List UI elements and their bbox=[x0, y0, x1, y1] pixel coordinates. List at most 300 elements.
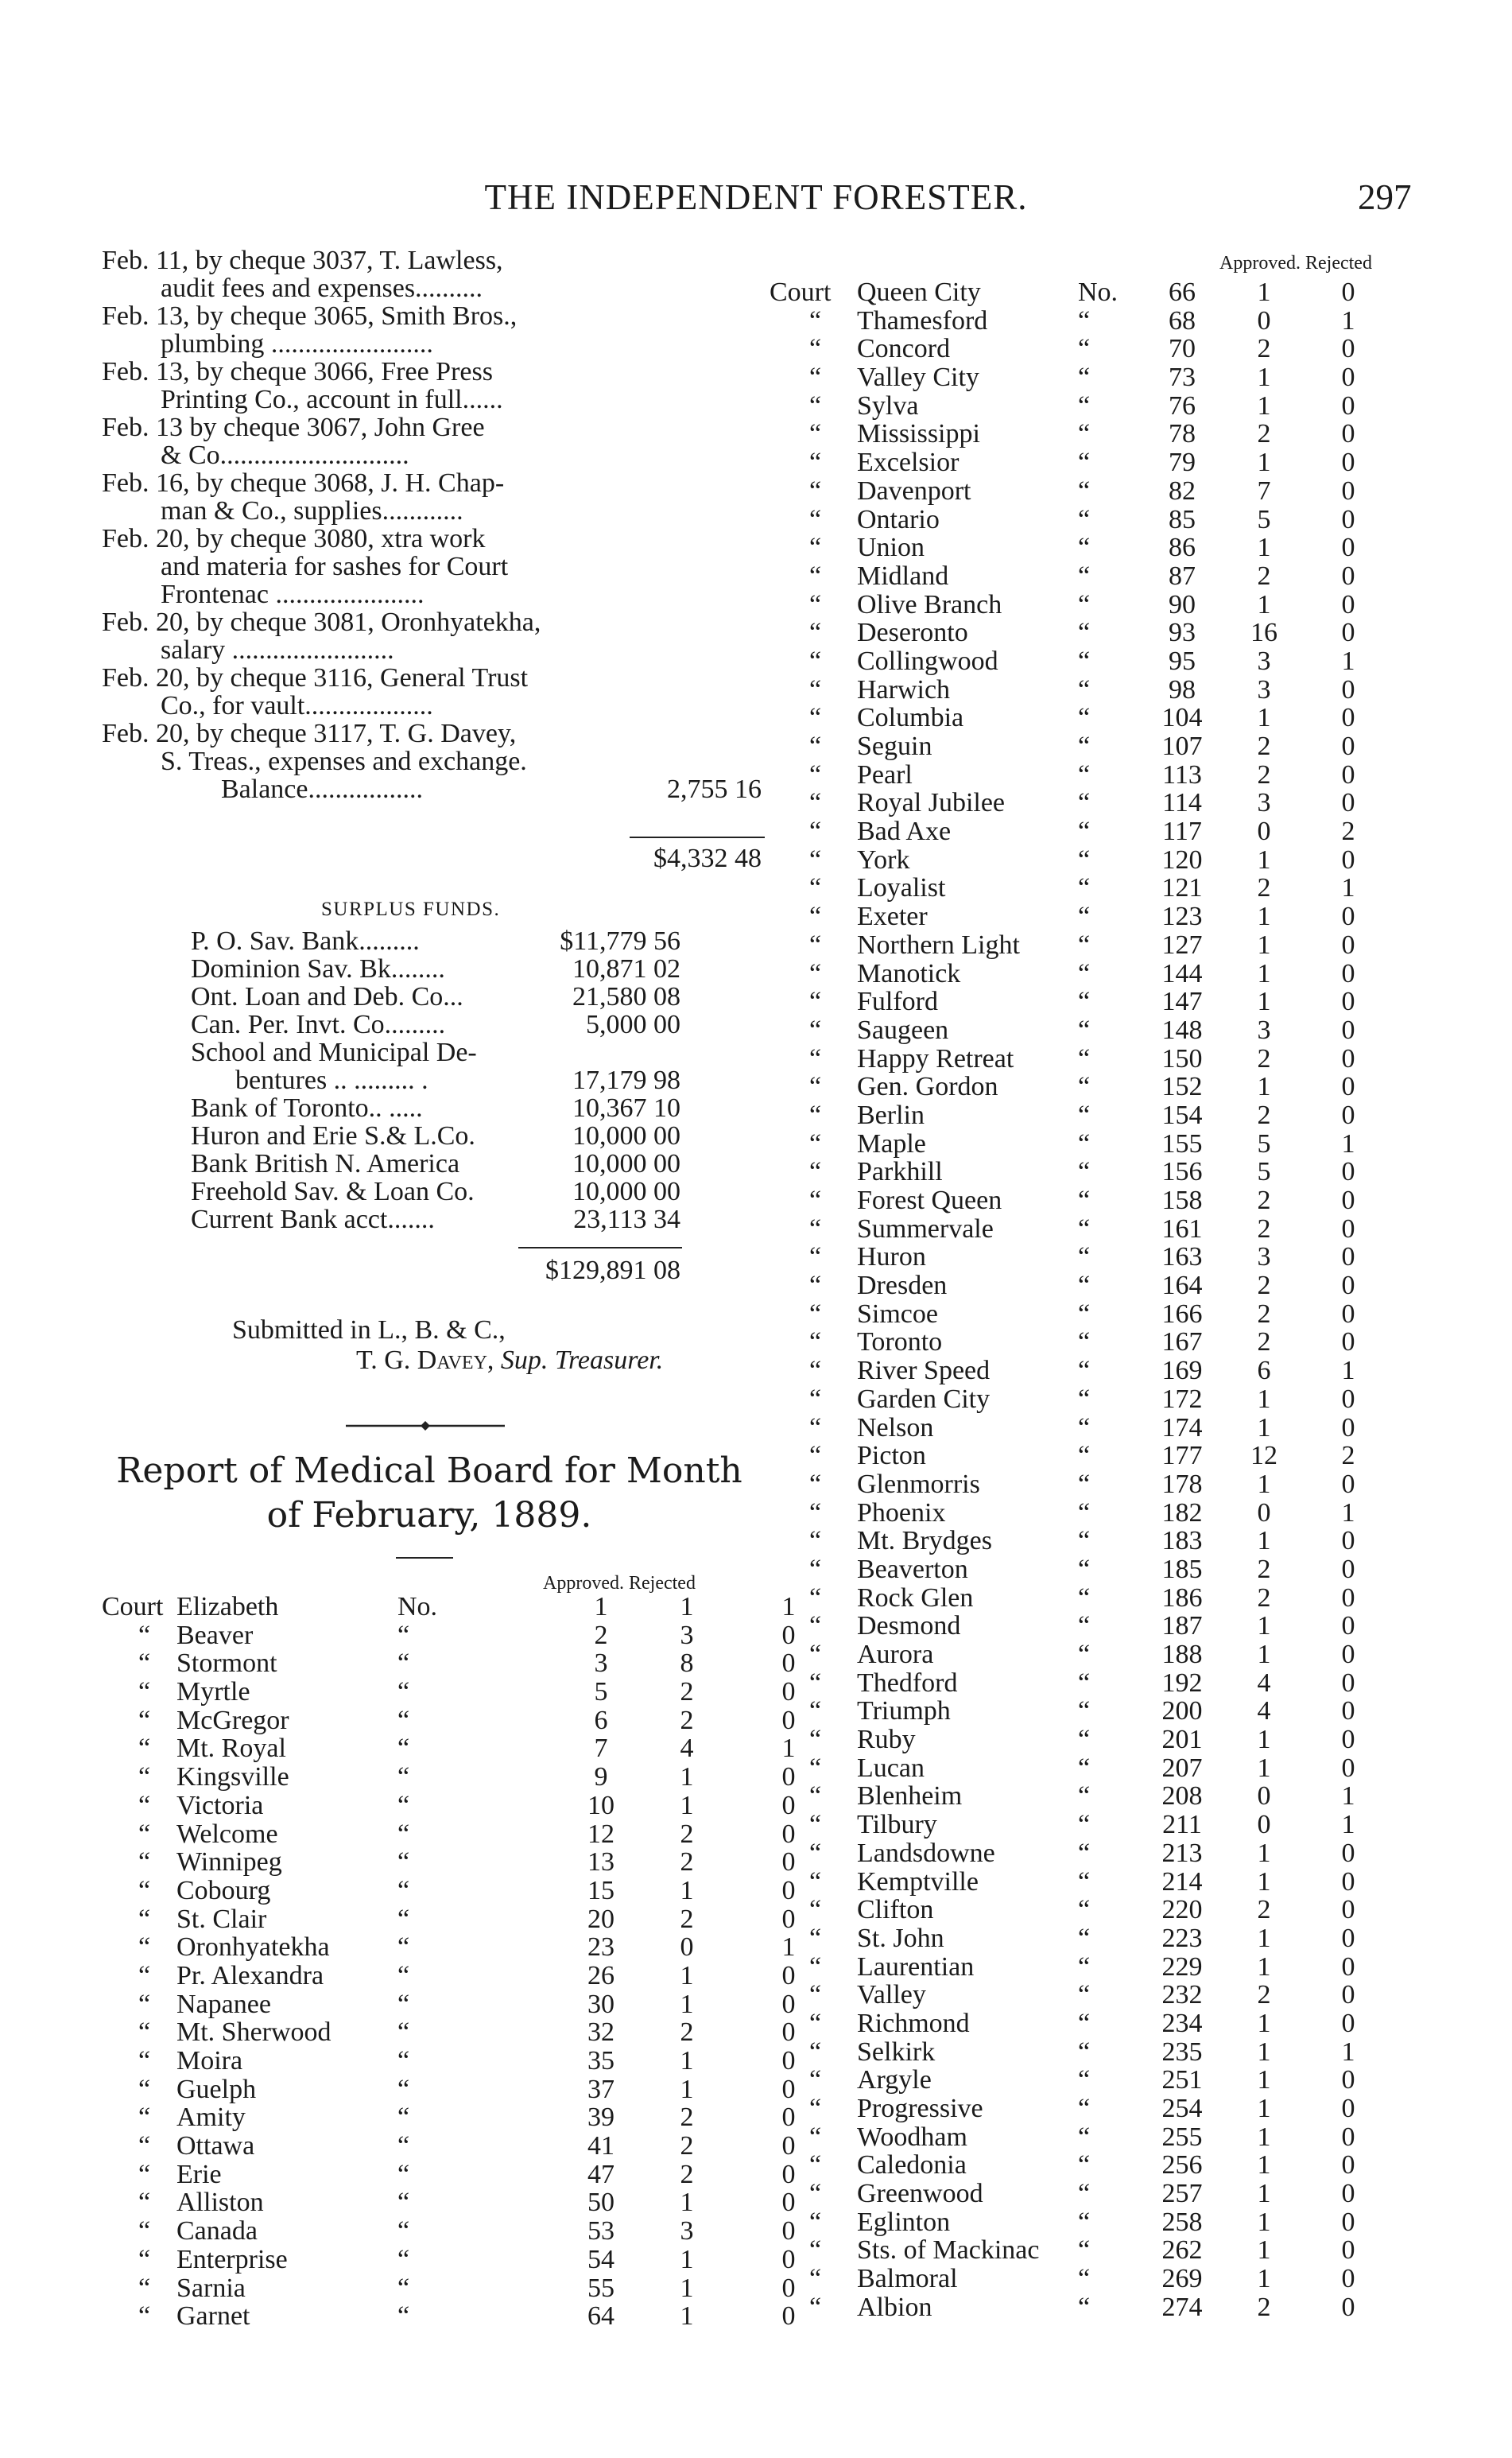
court-name: Loyalist bbox=[857, 873, 946, 903]
surplus-rule bbox=[518, 1247, 682, 1248]
table-row bbox=[770, 307, 1501, 336]
court-number: 113 bbox=[1162, 759, 1202, 790]
court-name: Glenmorris bbox=[857, 1469, 980, 1499]
surplus-item bbox=[191, 1066, 684, 1094]
court-name: Erie bbox=[176, 2159, 222, 2189]
rejected-count: 0 bbox=[1341, 1100, 1355, 1130]
ditto-mark: “ bbox=[809, 1242, 822, 1272]
court-number: 73 bbox=[1169, 363, 1196, 393]
rejected-count: 0 bbox=[1341, 902, 1355, 932]
rejected-count: 0 bbox=[1341, 1186, 1355, 1215]
expense-entry bbox=[102, 469, 762, 525]
table-row bbox=[770, 1811, 1501, 1839]
table-row bbox=[770, 1186, 1501, 1215]
rejected-count: 1 bbox=[781, 1734, 796, 1764]
court-name: Alliston bbox=[176, 2188, 264, 2218]
ditto-mark: “ bbox=[397, 1932, 410, 1963]
rejected-count: 0 bbox=[1341, 561, 1355, 591]
surplus-item bbox=[191, 1178, 684, 1206]
ditto-mark: “ bbox=[809, 1668, 822, 1698]
ditto-mark: “ bbox=[1078, 504, 1091, 534]
table-row bbox=[770, 874, 1501, 903]
court-name: Lucan bbox=[857, 1753, 925, 1783]
court-number: 213 bbox=[1161, 1838, 1203, 1868]
expense-line: Feb. 20, by cheque 3117, T. G. Davey, bbox=[102, 719, 517, 748]
expense-line: audit fees and expenses.......... bbox=[161, 274, 483, 303]
ditto-mark: “ bbox=[1078, 2065, 1091, 2095]
court-name: Saugeen bbox=[857, 1015, 949, 1045]
ditto-mark: “ bbox=[809, 1980, 822, 2010]
approved-count: 1 bbox=[1257, 1838, 1271, 1868]
ditto-mark: “ bbox=[809, 1895, 822, 1925]
surplus-value: $11,779 56 bbox=[560, 926, 680, 956]
rejected-count: 0 bbox=[781, 1648, 796, 1679]
court-number: 30 bbox=[587, 1989, 614, 2019]
court-number: 148 bbox=[1161, 1015, 1203, 1045]
approved-count: 2 bbox=[1257, 1271, 1271, 1301]
rejected-count: 0 bbox=[1341, 2122, 1355, 2152]
table-row bbox=[102, 2046, 796, 2076]
court-name: Napanee bbox=[176, 1989, 271, 2019]
court-name: Rock Glen bbox=[857, 1582, 974, 1613]
table-row bbox=[770, 2265, 1501, 2293]
court-number: 258 bbox=[1161, 2207, 1203, 2237]
title-rule bbox=[396, 1557, 453, 1559]
approved-count: 1 bbox=[1257, 390, 1271, 421]
court-number: 107 bbox=[1161, 732, 1203, 761]
court-number: 23 bbox=[587, 1932, 614, 1963]
court-number: 183 bbox=[1161, 1526, 1203, 1556]
ditto-mark: “ bbox=[809, 589, 822, 619]
court-name: Aurora bbox=[857, 1640, 934, 1669]
ditto-mark: “ bbox=[1078, 1469, 1091, 1499]
rejected-count: 0 bbox=[781, 2131, 796, 2161]
court-name: Exeter bbox=[857, 902, 928, 932]
court-name: Mt. Royal bbox=[176, 1734, 286, 1764]
court-number: 104 bbox=[1161, 703, 1203, 733]
court-name: Ottawa bbox=[176, 2131, 255, 2161]
ditto-mark: “ bbox=[1078, 334, 1091, 364]
ditto-mark: “ bbox=[809, 703, 822, 733]
surplus-heading: SURPLUS FUNDS. bbox=[321, 899, 501, 920]
approved-count: 0 bbox=[1257, 305, 1271, 336]
ditto-mark: “ bbox=[397, 2131, 410, 2161]
court-name: Progressive bbox=[857, 2094, 983, 2123]
court-name: Maple bbox=[857, 1128, 926, 1159]
approved-count: 1 bbox=[1257, 2122, 1271, 2152]
ditto-mark: “ bbox=[1078, 1526, 1091, 1556]
court-number: 37 bbox=[587, 2074, 614, 2104]
rejected-count: 0 bbox=[781, 1819, 796, 1849]
rejected-count: 0 bbox=[781, 2046, 796, 2076]
table-row bbox=[770, 2095, 1501, 2123]
court-name: Clifton bbox=[857, 1895, 934, 1925]
rejected-count: 0 bbox=[1341, 958, 1355, 988]
ditto-mark: “ bbox=[1078, 1128, 1091, 1159]
ditto-mark: “ bbox=[1078, 1781, 1091, 1811]
court-name: Laurentian bbox=[857, 1951, 975, 1982]
court-number: 150 bbox=[1161, 1043, 1203, 1074]
approved-count: 2 bbox=[680, 1705, 694, 1735]
ditto-mark: “ bbox=[809, 1696, 822, 1726]
court-name: Beaver bbox=[176, 1620, 254, 1650]
ditto-mark: “ bbox=[1078, 1895, 1091, 1925]
court-name: Woodham bbox=[857, 2122, 967, 2152]
approved-count: 1 bbox=[1257, 448, 1271, 478]
rejected-count: 0 bbox=[781, 2273, 796, 2303]
rejected-count: 0 bbox=[1341, 1469, 1355, 1499]
table-row bbox=[770, 1754, 1501, 1783]
court-name: Desmond bbox=[857, 1611, 961, 1641]
ditto-mark: “ bbox=[809, 2264, 822, 2294]
ditto-mark: “ bbox=[809, 419, 822, 449]
court-name: Seguin bbox=[857, 732, 932, 761]
ditto-mark: “ bbox=[1078, 1384, 1091, 1414]
rejected-count: 0 bbox=[1341, 1611, 1355, 1641]
table-row bbox=[770, 2208, 1501, 2237]
court-number: 20 bbox=[587, 1904, 614, 1934]
ditto-mark: “ bbox=[397, 2244, 410, 2274]
ditto-mark: “ bbox=[1078, 817, 1091, 847]
court-number: 3 bbox=[594, 1648, 608, 1679]
table-row bbox=[770, 1782, 1501, 1811]
court-number: 9 bbox=[594, 1762, 608, 1792]
rejected-count: 0 bbox=[1341, 419, 1355, 449]
expense-entry bbox=[102, 720, 762, 775]
court-number: 274 bbox=[1161, 2292, 1203, 2322]
table-row bbox=[102, 1932, 796, 1963]
approved-count: 1 bbox=[680, 2244, 694, 2274]
ditto-mark: “ bbox=[1078, 646, 1091, 676]
expense-entry bbox=[102, 247, 762, 302]
ditto-mark: “ bbox=[809, 1838, 822, 1868]
table-row bbox=[770, 1726, 1501, 1754]
court-number: 32 bbox=[587, 2017, 614, 2048]
ditto-mark: “ bbox=[138, 1875, 151, 1905]
ditto-mark: “ bbox=[1078, 1923, 1091, 1953]
ditto-mark: “ bbox=[138, 1648, 151, 1679]
table-row bbox=[102, 1762, 796, 1792]
table-row bbox=[102, 1960, 796, 1990]
approved-count: 2 bbox=[680, 1904, 694, 1934]
expenses-total: $4,332 48 bbox=[653, 844, 762, 873]
rejected-count: 0 bbox=[781, 2159, 796, 2189]
rejected-count: 1 bbox=[781, 1932, 796, 1963]
rejected-count: 0 bbox=[781, 1904, 796, 1934]
right-column-header bbox=[1219, 253, 1372, 274]
court-name: Mt. Sherwood bbox=[176, 2017, 331, 2048]
ditto-mark: “ bbox=[809, 504, 822, 534]
expense-line: salary ........................ bbox=[161, 635, 394, 665]
ditto-mark: “ bbox=[809, 2065, 822, 2095]
ditto-mark: “ bbox=[809, 2150, 822, 2180]
court-number: 208 bbox=[1161, 1781, 1203, 1811]
expenses-list bbox=[102, 247, 762, 803]
ditto-mark: “ bbox=[1078, 1696, 1091, 1726]
medical-board-table-left bbox=[102, 1592, 796, 2332]
approved-count: 2 bbox=[1257, 1213, 1271, 1244]
table-row bbox=[102, 2188, 796, 2218]
approved-count: 3 bbox=[1257, 646, 1271, 676]
court-name: Thedford bbox=[857, 1668, 958, 1698]
court-number: 223 bbox=[1161, 1923, 1203, 1953]
ditto-mark: “ bbox=[397, 1677, 410, 1707]
rejected-count: 1 bbox=[1341, 646, 1355, 676]
ditto-mark: “ bbox=[809, 1611, 822, 1641]
approved-count: 2 bbox=[680, 2017, 694, 2048]
ditto-mark: “ bbox=[809, 930, 822, 960]
rejected-count: 0 bbox=[1341, 476, 1355, 506]
surplus-value: 5,000 00 bbox=[586, 1010, 680, 1039]
surplus-value: 21,580 08 bbox=[572, 982, 680, 1012]
ditto-mark: “ bbox=[1078, 703, 1091, 733]
table-row bbox=[770, 761, 1501, 790]
rejected-count: 0 bbox=[781, 1960, 796, 1990]
ditto-mark: “ bbox=[809, 1213, 822, 1244]
table-row bbox=[770, 534, 1501, 562]
expense-line: Feb. 16, by cheque 3068, J. H. Chap- bbox=[102, 468, 505, 498]
ditto-mark: “ bbox=[1078, 2179, 1091, 2209]
ditto-mark: “ bbox=[809, 1554, 822, 1584]
court-number: 123 bbox=[1161, 902, 1203, 932]
ditto-mark: “ bbox=[1078, 1157, 1091, 1187]
ditto-mark: “ bbox=[1078, 2037, 1091, 2067]
ditto-mark: “ bbox=[809, 1015, 822, 1045]
court-name: Enterprise bbox=[176, 2244, 288, 2274]
rejected-count: 0 bbox=[1341, 1554, 1355, 1584]
ditto-mark: “ bbox=[809, 987, 822, 1017]
court-number: 64 bbox=[587, 2301, 614, 2332]
ditto-mark: “ bbox=[138, 1790, 151, 1820]
approved-count: 1 bbox=[1257, 930, 1271, 960]
court-number: 254 bbox=[1161, 2094, 1203, 2123]
table-row bbox=[770, 1641, 1501, 1669]
approved-count: 2 bbox=[1257, 2292, 1271, 2322]
court-number: 152 bbox=[1161, 1072, 1203, 1102]
court-name: Welcome bbox=[176, 1819, 278, 1849]
approved-count: 1 bbox=[680, 1790, 694, 1820]
court-name: Ruby bbox=[857, 1725, 916, 1755]
ditto-mark: “ bbox=[138, 2017, 151, 2048]
ditto-mark: “ bbox=[809, 1271, 822, 1301]
rejected-count: 0 bbox=[1341, 1640, 1355, 1669]
approved-count: 3 bbox=[1257, 674, 1271, 705]
court-number: 186 bbox=[1161, 1582, 1203, 1613]
rejected-count: 0 bbox=[1341, 2150, 1355, 2180]
approved-count: 1 bbox=[1257, 1640, 1271, 1669]
ditto-mark: “ bbox=[1078, 1100, 1091, 1130]
court-name: Davenport bbox=[857, 476, 971, 506]
approved-count: 2 bbox=[680, 2103, 694, 2133]
approved-count: 5 bbox=[1257, 504, 1271, 534]
table-row bbox=[770, 1073, 1501, 1101]
rejected-count: 0 bbox=[1341, 2094, 1355, 2123]
table-row bbox=[770, 2180, 1501, 2208]
court-name: Harwich bbox=[857, 674, 951, 705]
rejected-count: 0 bbox=[1341, 1072, 1355, 1102]
court-name: Fulford bbox=[857, 987, 938, 1017]
surplus-label: Huron and Erie S.& L.Co. bbox=[191, 1121, 475, 1151]
approved-count: 1 bbox=[680, 1592, 694, 1621]
table-row bbox=[770, 392, 1501, 421]
ditto-mark: “ bbox=[809, 334, 822, 364]
court-number: 26 bbox=[587, 1960, 614, 1990]
rejected-count: 1 bbox=[1341, 1810, 1355, 1840]
rejected-count: 1 bbox=[781, 1592, 796, 1621]
table-row bbox=[102, 2017, 796, 2048]
table-row bbox=[102, 2159, 796, 2189]
ditto-mark: “ bbox=[1078, 873, 1091, 903]
court-name: Oronhyatekha bbox=[176, 1932, 330, 1963]
table-row bbox=[770, 1612, 1501, 1641]
expenses-total-row bbox=[102, 845, 762, 872]
ditto-mark: “ bbox=[809, 1043, 822, 1074]
table-row bbox=[770, 1215, 1501, 1244]
report-title-line1: Report of Medical Board for Month bbox=[116, 1450, 742, 1491]
surplus-label: P. O. Sav. Bank......... bbox=[191, 926, 420, 956]
rejected-count: 0 bbox=[1341, 1271, 1355, 1301]
ditto-mark: “ bbox=[138, 2244, 151, 2274]
court-number: 2 bbox=[594, 1620, 608, 1650]
court-number: 158 bbox=[1161, 1186, 1203, 1215]
approved-count: 1 bbox=[1257, 703, 1271, 733]
court-name: Moira bbox=[176, 2046, 243, 2076]
court-number: 214 bbox=[1161, 1866, 1203, 1897]
court-number: 121 bbox=[1161, 873, 1203, 903]
rejected-count: 0 bbox=[1341, 1725, 1355, 1755]
no-label: No. bbox=[397, 1592, 438, 1621]
court-name: Valley City bbox=[857, 363, 979, 393]
table-row bbox=[770, 1669, 1501, 1698]
court-name: Queen City bbox=[857, 278, 981, 307]
court-number: 41 bbox=[587, 2131, 614, 2161]
ditto-mark: “ bbox=[397, 2017, 410, 2048]
approved-count: 5 bbox=[1257, 1157, 1271, 1187]
court-number: 256 bbox=[1161, 2150, 1203, 2180]
surplus-label: School and Municipal De- bbox=[191, 1038, 477, 1067]
court-number: 172 bbox=[1161, 1384, 1203, 1414]
rejected-count: 0 bbox=[781, 1989, 796, 2019]
ornamental-rule bbox=[346, 1419, 505, 1432]
expense-entry bbox=[102, 358, 762, 414]
ditto-mark: “ bbox=[809, 1497, 822, 1528]
ditto-mark: “ bbox=[138, 1705, 151, 1735]
ditto-mark: “ bbox=[809, 1469, 822, 1499]
ditto-mark: “ bbox=[809, 1356, 822, 1386]
approved-count: 1 bbox=[1257, 2207, 1271, 2237]
total-rule bbox=[630, 837, 765, 838]
table-row bbox=[770, 931, 1501, 960]
ditto-mark: “ bbox=[809, 1157, 822, 1187]
balance-row bbox=[102, 775, 762, 803]
expense-line: Co., for vault................... bbox=[161, 691, 433, 720]
ditto-mark: “ bbox=[397, 2103, 410, 2133]
court-number: 185 bbox=[1161, 1554, 1203, 1584]
court-name: Amity bbox=[176, 2103, 246, 2133]
rejected-count: 0 bbox=[1341, 1384, 1355, 1414]
table-row bbox=[770, 903, 1501, 931]
court-number: 76 bbox=[1169, 390, 1196, 421]
table-row bbox=[102, 1819, 796, 1849]
table-row bbox=[770, 1981, 1501, 2010]
rejected-count: 0 bbox=[1341, 1895, 1355, 1925]
approved-count: 3 bbox=[680, 2216, 694, 2246]
rejected-count: 0 bbox=[1341, 703, 1355, 733]
court-number: 269 bbox=[1161, 2264, 1203, 2294]
approved-count: 2 bbox=[1257, 1582, 1271, 1613]
ditto-mark: “ bbox=[809, 1725, 822, 1755]
court-number: 86 bbox=[1169, 533, 1196, 563]
surplus-item bbox=[191, 1094, 684, 1122]
report-title-line2: of February, 1889. bbox=[266, 1495, 592, 1536]
rejected-count: 0 bbox=[1341, 1668, 1355, 1698]
approved-count: 2 bbox=[1257, 1186, 1271, 1215]
court-name: Thamesford bbox=[857, 305, 988, 336]
table-row bbox=[770, 1697, 1501, 1726]
approved-count: 1 bbox=[680, 2074, 694, 2104]
court-number: 127 bbox=[1161, 930, 1203, 960]
ditto-mark: “ bbox=[809, 1866, 822, 1897]
rejected-count: 0 bbox=[781, 2074, 796, 2104]
ditto-mark: “ bbox=[1078, 2264, 1091, 2294]
court-number: 234 bbox=[1161, 2008, 1203, 2038]
rejected-count: 1 bbox=[1341, 305, 1355, 336]
court-name: Parkhill bbox=[857, 1157, 943, 1187]
ditto-mark: “ bbox=[1078, 1299, 1091, 1329]
court-name: Simcoe bbox=[857, 1299, 938, 1329]
ditto-mark: “ bbox=[397, 1762, 410, 1792]
table-row bbox=[770, 1328, 1501, 1357]
ditto-mark: “ bbox=[1078, 561, 1091, 591]
ditto-mark: “ bbox=[809, 1327, 822, 1357]
ditto-mark: “ bbox=[809, 732, 822, 761]
rejected-count: 0 bbox=[1341, 2065, 1355, 2095]
court-number: 68 bbox=[1169, 305, 1196, 336]
approved-count: 6 bbox=[1257, 1356, 1271, 1386]
ditto-mark: “ bbox=[809, 1299, 822, 1329]
surplus-list bbox=[191, 927, 684, 1233]
rejected-count: 1 bbox=[1341, 1497, 1355, 1528]
court-number: 144 bbox=[1161, 958, 1203, 988]
ditto-mark: “ bbox=[1078, 533, 1091, 563]
rejected-count: 0 bbox=[1341, 930, 1355, 960]
expense-entry bbox=[102, 302, 762, 358]
court-name: Northern Light bbox=[857, 930, 1020, 960]
medical-board-table-right bbox=[770, 278, 1501, 2322]
court-name: Sylva bbox=[857, 390, 919, 421]
court-number: 13 bbox=[587, 1847, 614, 1877]
ditto-mark: “ bbox=[138, 2103, 151, 2133]
expense-entry bbox=[102, 664, 762, 720]
approved-count: 1 bbox=[1257, 845, 1271, 875]
ditto-mark: “ bbox=[138, 1960, 151, 1990]
approved-count: 1 bbox=[1257, 2179, 1271, 2209]
ditto-mark: “ bbox=[809, 1412, 822, 1443]
rejected-count: 0 bbox=[1341, 1242, 1355, 1272]
surplus-item bbox=[191, 955, 684, 983]
ditto-mark: “ bbox=[1078, 1951, 1091, 1982]
court-name: Kingsville bbox=[176, 1762, 289, 1792]
expense-line: plumbing ........................ bbox=[161, 329, 433, 359]
ditto-mark: “ bbox=[809, 902, 822, 932]
ditto-mark: “ bbox=[138, 1677, 151, 1707]
approved-count: 1 bbox=[1257, 958, 1271, 988]
surplus-label: Current Bank acct....... bbox=[191, 1205, 435, 1234]
approved-count: 3 bbox=[1257, 1015, 1271, 1045]
ditto-mark: “ bbox=[1078, 2008, 1091, 2038]
court-name: Caledonia bbox=[857, 2150, 967, 2180]
ditto-mark: “ bbox=[1078, 1582, 1091, 1613]
